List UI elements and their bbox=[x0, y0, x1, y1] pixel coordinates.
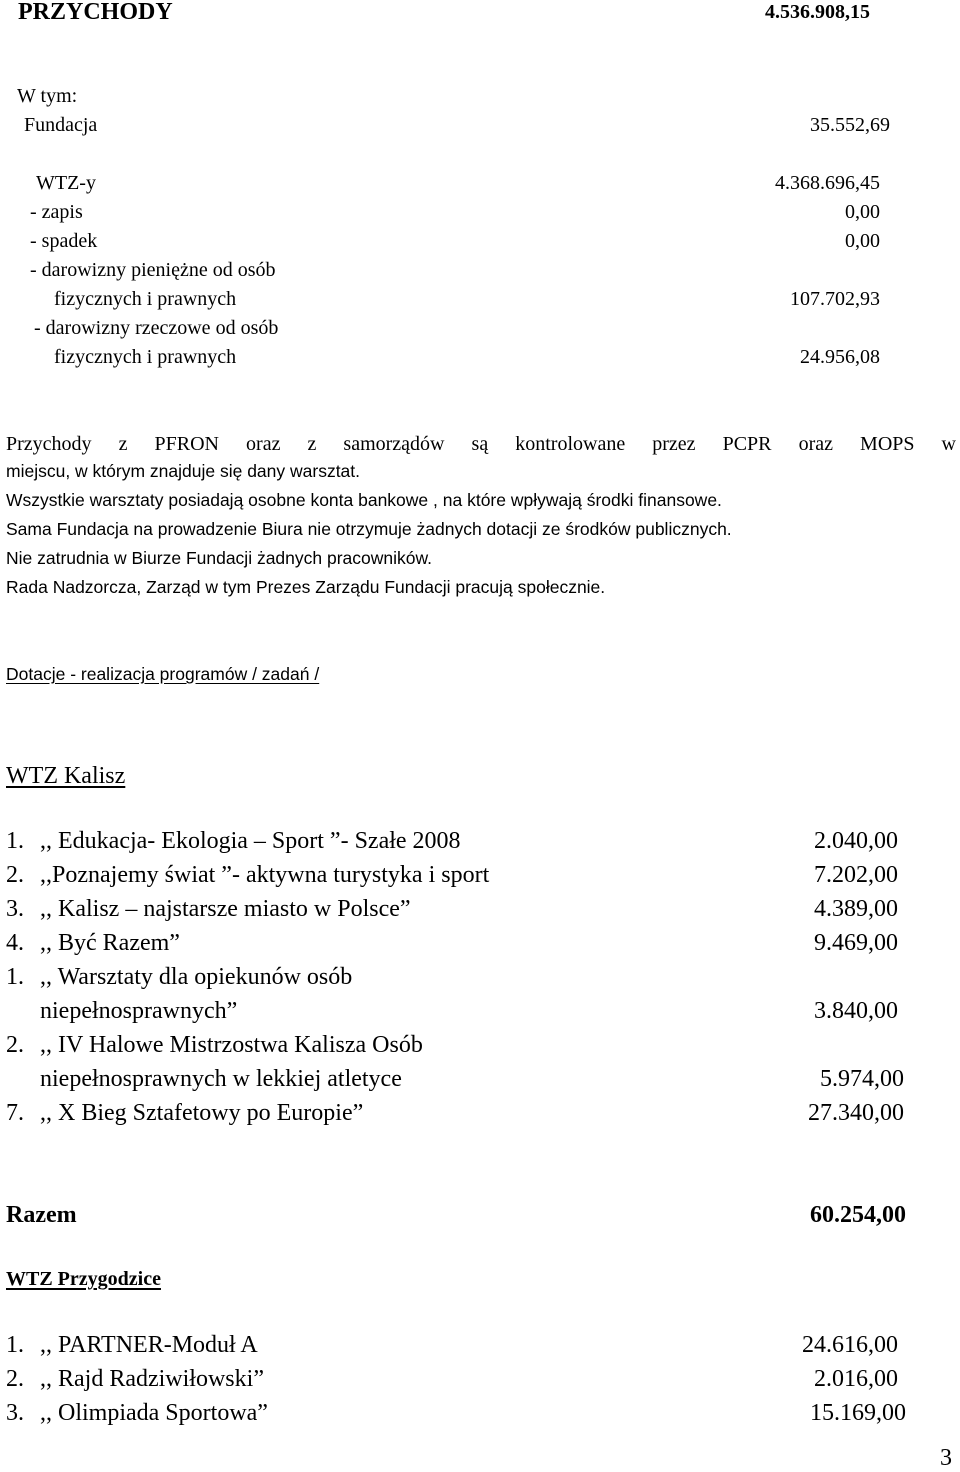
list-item-text: ,,Poznajemy świat ”- aktywna turystyka i sport bbox=[40, 862, 490, 888]
list-item-text: ,, X Bieg Sztafetowy po Europie” bbox=[40, 1100, 364, 1126]
wtz-kalisz-heading: WTZ Kalisz bbox=[6, 763, 126, 789]
list-item-text: ,, PARTNER-Moduł A bbox=[40, 1332, 258, 1358]
list-item-text: ,, Warsztaty dla opiekunów osób bbox=[40, 964, 353, 990]
zapis-value: 0,00 bbox=[845, 201, 880, 223]
dotacje-heading: Dotacje - realizacja programów / zadań / bbox=[6, 664, 320, 684]
list-item-number: 2. bbox=[6, 862, 24, 888]
list-item-number: 4. bbox=[6, 930, 24, 956]
spadek-value: 0,00 bbox=[845, 230, 880, 252]
darowizny-pieniezne-value: 107.702,93 bbox=[790, 288, 880, 310]
pfron-paragraph-line2: miejscu, w którym znajduje się dany warsztat. bbox=[6, 461, 361, 481]
list-item-value: 7.202,00 bbox=[814, 862, 898, 888]
list-item-text: ,, Być Razem” bbox=[40, 930, 180, 956]
list-item-value: 15.169,00 bbox=[810, 1400, 906, 1426]
staff-paragraph: Nie zatrudnia w Biurze Fundacji żadnych pracowników. bbox=[6, 548, 433, 568]
page-title: PRZYCHODY bbox=[18, 0, 173, 25]
wtz-label: WTZ-y bbox=[36, 172, 96, 194]
list-item-number: 1. bbox=[6, 964, 24, 990]
list-item-number: 7. bbox=[6, 1100, 24, 1126]
list-item-text: ,, Kalisz – najstarsze miasto w Polsce” bbox=[40, 896, 411, 922]
zapis-label: - zapis bbox=[30, 201, 83, 223]
list-item-text-cont: niepełnosprawnych w lekkiej atletyce bbox=[40, 1066, 402, 1092]
list-item-value: 3.840,00 bbox=[814, 998, 898, 1024]
list-item-number: 2. bbox=[6, 1032, 24, 1058]
list-item-value: 9.469,00 bbox=[814, 930, 898, 956]
list-item-number: 3. bbox=[6, 896, 24, 922]
list-item-value: 2.040,00 bbox=[814, 828, 898, 854]
list-item-text: ,, IV Halowe Mistrzostwa Kalisza Osób bbox=[40, 1032, 423, 1058]
bank-accounts-paragraph: Wszystkie warsztaty posiadają osobne konta bankowe , na które wpływają środki finansowe. bbox=[6, 490, 722, 510]
razem-value: 60.254,00 bbox=[810, 1202, 906, 1228]
wtz-value: 4.368.696,45 bbox=[775, 172, 880, 194]
darowizny-pieniezne-label: - darowizny pieniężne od osób bbox=[30, 259, 276, 281]
darowizny-rzeczowe-label: - darowizny rzeczowe od osób bbox=[34, 317, 279, 339]
page-number: 3 bbox=[940, 1445, 952, 1471]
funding-paragraph: Sama Fundacja na prowadzenie Biura nie otrzymuje żadnych dotacji ze środków publicznych. bbox=[6, 519, 732, 539]
list-item-number: 1. bbox=[6, 1332, 24, 1358]
wtz-przygodzice-heading: WTZ Przygodzice bbox=[6, 1268, 161, 1290]
list-item-number: 1. bbox=[6, 828, 24, 854]
w-tym-label: W tym: bbox=[17, 85, 78, 107]
pfron-paragraph-line1: Przychody z PFRON oraz z samorządów są kontrolowane przez PCPR oraz MOPS w bbox=[6, 433, 956, 455]
darowizny-pieniezne-label-cont: fizycznych i prawnych bbox=[54, 288, 237, 310]
list-item-text-cont: niepełnosprawnych” bbox=[40, 998, 238, 1024]
spadek-label: - spadek bbox=[30, 230, 98, 252]
total-income-value: 4.536.908,15 bbox=[765, 1, 870, 23]
fundacja-value: 35.552,69 bbox=[810, 114, 890, 136]
list-item-value: 4.389,00 bbox=[814, 896, 898, 922]
razem-label: Razem bbox=[6, 1202, 77, 1228]
list-item-text: ,, Rajd Radziwiłowski” bbox=[40, 1366, 264, 1392]
board-paragraph: Rada Nadzorcza, Zarząd w tym Prezes Zarządu Fundacji pracują społecznie. bbox=[6, 577, 606, 597]
darowizny-rzeczowe-value: 24.956,08 bbox=[800, 346, 880, 368]
darowizny-rzeczowe-label-cont: fizycznych i prawnych bbox=[54, 346, 237, 368]
list-item-value: 2.016,00 bbox=[814, 1366, 898, 1392]
list-item-value: 5.974,00 bbox=[820, 1066, 904, 1092]
fundacja-label: Fundacja bbox=[24, 114, 98, 136]
list-item-value: 27.340,00 bbox=[808, 1100, 904, 1126]
list-item-number: 3. bbox=[6, 1400, 24, 1426]
list-item-value: 24.616,00 bbox=[802, 1332, 898, 1358]
list-item-text: ,, Olimpiada Sportowa” bbox=[40, 1400, 268, 1426]
list-item-text: ,, Edukacja- Ekologia – Sport ”- Szałe 2008 bbox=[40, 828, 461, 854]
list-item-number: 2. bbox=[6, 1366, 24, 1392]
